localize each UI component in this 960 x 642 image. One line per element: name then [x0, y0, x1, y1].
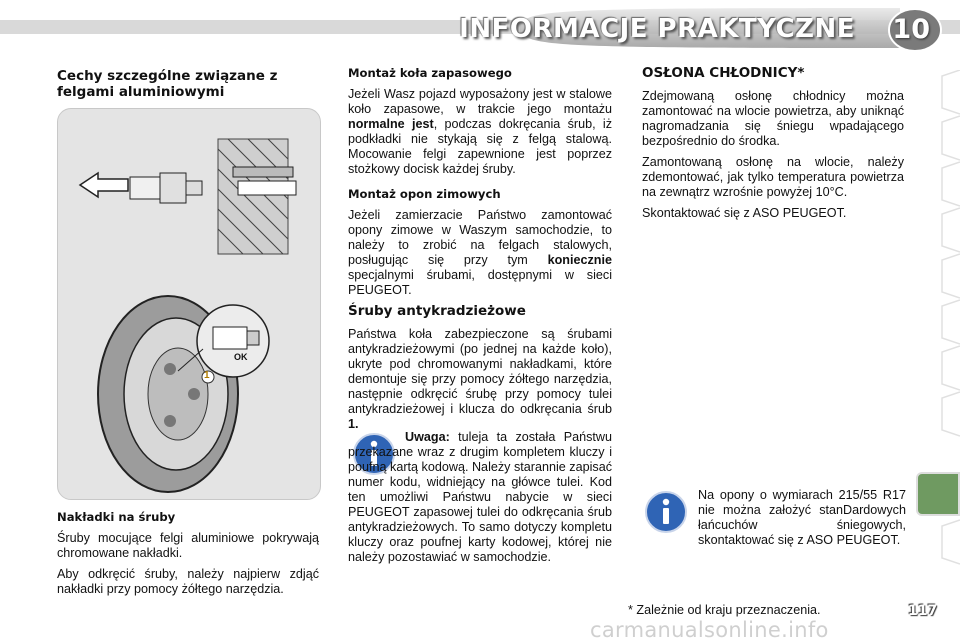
nuts-paragraph-2: Aby odkręcić śruby, należy najpierw zdjąć nakładki przy pomocy żółtego narzędzia.: [57, 567, 319, 596]
page-number: 117: [908, 603, 938, 619]
wheel-illustration: [57, 108, 321, 500]
winter-heading: Montaż opon zimowych: [348, 187, 501, 201]
note-text: tuleja ta została Państwu przekazane wraz z drugim kompletem kluczy i poufną kartą kodową. Należy starannie zapisać numer kodu, widniejący na główce tulei. Kod ten umożliwi Państwu nabycie w sieci PEUGEOT zapasowej tulei do odkręcania śrub antykradzieżowych. To samo dotyczy kompletu kluczy oraz poufnej karty kodowej, której nie należy pozostawiać w samochodzie.: [348, 430, 612, 564]
column-1: [57, 68, 319, 108]
radiator-paragraph-1: Zdejmowaną osłonę chłodnicy można zamontować na wlocie powietrza, aby uniknąć nagromadzania się śniegu wpadającego bezpośrednio do środka.: [642, 89, 904, 148]
spare-heading: Montaż koła zapasowego: [348, 66, 512, 80]
column-2: [348, 66, 612, 438]
snow-chains-text: Na opony o wymiarach 215/55 R17 nie można założyć stanDardowych łańcuchów śniegowych, skontaktować się z ASO PEUGEOT.: [698, 488, 906, 547]
radiator-paragraph-2: Zamontowaną osłonę na wlocie, należy zdemontować, jak tylko temperatura powietrza na zewnątrz wzrośnie powyżej 10°C.: [642, 155, 904, 199]
antitheft-paragraph: Państwa koła zabezpieczone są śrubami antykradzieżowymi (po jednej na każde koło), ukryte pod chromowanymi nakładkami, które demontuje się przy pomocy żółtego narzędzia, następnie odkręcić śrubę przy pomocy tulei antykradzieżowej i klucza do odkręcania śrub 1.: [348, 327, 612, 431]
watermark: carmanualsonline.info: [590, 618, 829, 642]
ok-label: OK: [234, 352, 248, 362]
note-antitheft: [348, 430, 612, 571]
note-label: Uwaga:: [405, 430, 450, 444]
section-heading-alloy: Cechy szczególne związane z felgami aluminiowymi: [57, 68, 278, 100]
nuts-paragraph-1: Śruby mocujące felgi aluminiowe pokrywają chromowane nakładki.: [57, 531, 319, 560]
antitheft-heading: Śruby antykradzieżowe: [348, 303, 526, 319]
column-3: [642, 66, 904, 227]
note-snow-chains: [698, 488, 906, 554]
info-icon-2: [644, 490, 688, 539]
footnote: * Zależnie od kraju przeznaczenia.: [628, 603, 821, 617]
chapter-number: 10: [892, 14, 930, 45]
page-header: [0, 0, 960, 60]
chapter-tab-active[interactable]: [916, 472, 960, 516]
radiator-paragraph-3: Skontaktować się z ASO PEUGEOT.: [642, 206, 847, 220]
callout-number: 1: [204, 370, 210, 381]
spare-paragraph: Jeżeli Wasz pojazd wyposażony jest w stalowe koło zapasowe, w trakcie jego montażu normalne jest, podczas dokręcania śrub, iż podkładki nie stykają się z felgą stalową. Mocowanie felgi zapewnione jest poprzez stożkowy docisk każdej śruby.: [348, 87, 612, 176]
winter-paragraph: Jeżeli zamierzacie Państwo zamontować opony zimowe w Waszym samochodzie, to należy to zrobić na felgach stalowych, posługując się przy tym koniecznie specjalnymi śrubami, dostępnymi w sieci PEUGEOT.: [348, 208, 612, 297]
radiator-heading: OSŁONA CHŁODNICY*: [642, 65, 805, 81]
wheel-drawing: [58, 109, 320, 499]
nuts-heading: Nakładki na śruby: [57, 510, 176, 524]
column-1-bottom: [57, 510, 319, 603]
chapter-title: INFORMACJE PRAKTYCZNE: [459, 14, 855, 44]
